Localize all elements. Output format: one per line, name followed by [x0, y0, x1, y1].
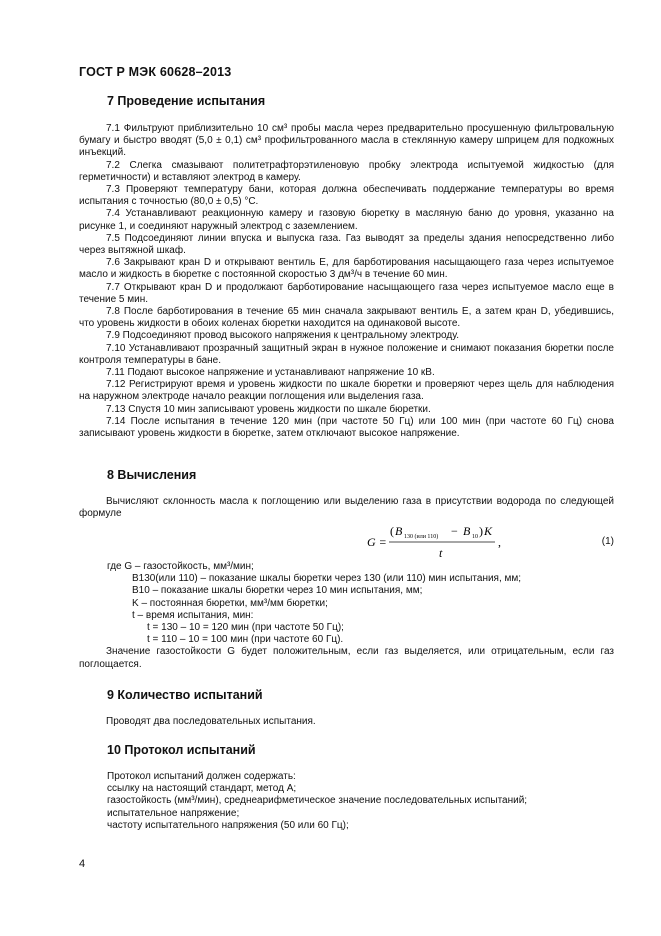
section-8-definitions — [79, 561, 614, 671]
formula-sub-130: 130 (или 110) — [404, 534, 439, 540]
section-7-title: 7 Проведение испытания — [107, 94, 266, 108]
t-value-60hz: t = 110 – 10 = 100 мин (при частоте 60 Гц). — [147, 634, 344, 646]
definition-b130: B130(или 110) – показание шкалы бюретки через 130 (или 110) мин испытания, мм; — [132, 573, 522, 585]
formula-lhs: G = — [367, 535, 387, 549]
protocol-line-5: частоту испытательного напряжения (50 или 60 Гц); — [107, 819, 349, 831]
document-header: ГОСТ Р МЭК 60628–2013 — [79, 65, 232, 79]
definition-g: где G – газостойкость, мм³/мин; — [107, 561, 254, 572]
definition-b10: B10 – показание шкалы бюретки через 10 мин испытания, мм; — [132, 585, 423, 597]
formula-expression — [367, 522, 517, 562]
formula-b-symbol: B — [395, 524, 403, 538]
section-8-intro-block — [79, 496, 614, 520]
section-9-title: 9 Количество испытаний — [107, 688, 263, 702]
section-8-note: Значение газостойкости G будет положительным, если газ выделяется, или отрицательным, если газ поглощается. — [79, 646, 614, 670]
paragraph-7-12: 7.12 Регистрируют время и уровень жидкости по шкале бюретки и проверяют через щель для наблюдения на наружном электроде начало реакции поглощения или выделения газа. — [79, 379, 614, 403]
formula-denominator: t — [439, 546, 443, 560]
formula-close-paren: ) — [479, 524, 483, 538]
paragraph-7-13: 7.13 Спустя 10 мин записывают уровень жидкости по шкале бюретки. — [106, 403, 431, 415]
protocol-line-3: газостойкость (мм³/мин), среднеарифметическое значение последовательных испытаний; — [107, 795, 528, 807]
section-8-intro: Вычисляют склонность масла к поглощению или выделению газа в присутствии водорода по следующей формуле — [79, 496, 614, 520]
page-number: 4 — [79, 858, 86, 870]
formula-b-symbol: B — [463, 524, 471, 538]
formula-1 — [79, 522, 614, 562]
paragraph-7-4: 7.4 Устанавливают реакционную камеру и газовую бюретку в масляную баню до уровня, указанно на рисунке 1, и соединяют наружный электрод с заземлением. — [79, 208, 614, 232]
formula-number: (1) — [601, 536, 614, 547]
paragraph-7-8: 7.8 После барботирования в течение 65 мин сначала закрывают вентиль E, а затем кран D, убедившись, что уровень жидкости в обоих коленах бюретки находится на одинаковой высоте. — [79, 306, 614, 330]
paragraph-7-11: 7.11 Подают высокое напряжение и устанавливают напряжение 10 кВ. — [106, 367, 435, 379]
paragraph-7-7: 7.7 Открывают кран D и продолжают барботирование насыщающего газа через испытуемое масло еще в течение 5 мин. — [79, 281, 614, 305]
paragraph-7-9: 7.9 Подсоединяют провод высокого напряжения к центральному электроду. — [106, 330, 459, 342]
section-7-body — [79, 123, 614, 440]
definition-t: t – время испытания, мин: — [132, 609, 254, 621]
paragraph-7-10: 7.10 Устанавливают прозрачный защитный экран в нужное положение и снимают показания бюретки после контроля температуры в бане. — [79, 342, 614, 366]
formula-k-symbol: K — [484, 524, 493, 538]
formula-comma: , — [498, 535, 501, 549]
protocol-line-2: ссылку на настоящий стандарт, метод А; — [107, 783, 297, 795]
section-9-body — [79, 716, 614, 728]
section-10-body — [79, 771, 614, 832]
protocol-line-4: испытательное напряжение; — [107, 807, 240, 819]
paragraph-7-3: 7.3 Проверяют температуру бани, которая должна обеспечивать поддержание температуры во время испытания с точностью (80,0 ± 0,5) °С. — [79, 184, 614, 208]
t-value-50hz: t = 130 – 10 = 120 мин (при частоте 50 Гц); — [147, 622, 344, 634]
formula-open-paren: ( — [390, 524, 394, 538]
paragraph-7-6: 7.6 Закрывают кран D и открывают вентиль E, для барботирования насыщающего газа через испытуемое масло и жидкость в бюретке с постоянной скоростью 3 дм³/ч в течение 60 мин. — [79, 257, 614, 281]
protocol-line-1: Протокол испытаний должен содержать: — [107, 771, 296, 782]
formula-minus: − — [451, 524, 458, 538]
definition-k: K – постоянная бюретки, мм³/мм бюретки; — [132, 597, 328, 609]
paragraph-7-1: 7.1 Фильтруют приблизительно 10 см³ пробы масла через предварительно просушенную фильтровальную бумагу и быстро вводят (5,0 ± 0,1) см³ профильтрованного масла в стеклянную камеру шприцем для подкожных инъекций. — [79, 123, 614, 159]
paragraph-7-5: 7.5 Подсоединяют линии впуска и выпуска газа. Газ выводят за пределы здания непосредственно либо через вытяжной шкаф. — [79, 232, 614, 257]
section-9-text: Проводят два последовательных испытания. — [106, 716, 316, 727]
formula-sub-10: 10 — [472, 534, 478, 540]
paragraph-7-14: 7.14 После испытания в течение 120 мин (при частоте 50 Гц) или 100 мин (при частоте 60 Гц) снова записывают уровень жидкости в бюретке, затем отключают высокое напряжение. — [79, 415, 614, 440]
paragraph-7-2: 7.2 Слегка смазывают политетрафторэтиленовую пробку электрода испытуемой жидкостью (для герметичности) и вставляют электрод в камеру. — [79, 159, 614, 183]
section-10-title: 10 Протокол испытаний — [107, 743, 256, 757]
section-8-title: 8 Вычисления — [107, 468, 197, 482]
